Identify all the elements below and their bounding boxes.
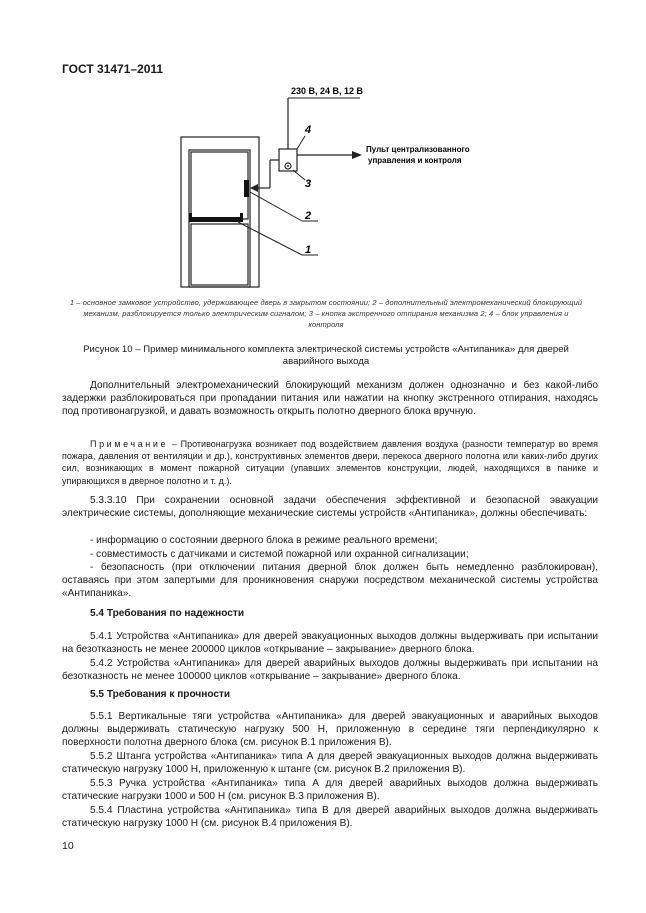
figure-title: Рисунок 10 – Пример минимального комплекта электрической системы устройств «Антипаника» для дверей аварийного выхода <box>83 344 569 367</box>
door-frame <box>181 137 259 287</box>
figure-legend: 1 – основное замковое устройство, удерживающее дверь в закрытом состоянии; 2 – дополнительный электромеханический блокирующий механизм, разблокируется только электрическим сигналом; 3 – кнопка экстренного отпирания механизма 2; 4 – блок управления и контроля <box>69 298 583 329</box>
paragraph-5-5-3: 5.5.3 Ручка устройства «Антипаника» типа А для дверей аварийных выходов должна выдерживать статические нагрузки 1000 и 500 Н (см. рисунок В.3 приложения В). <box>62 778 598 803</box>
document-header: ГОСТ 31471–2011 <box>62 62 164 76</box>
remote-label-line1: Пульт централизованного <box>366 145 470 154</box>
note-text: – Противонагрузка возникает под воздействием давления воздуха (разности температур во время пожара, давления от вентиляции и др.), конструктивных элементов двери, перекоса дверного полотна или каких-либо других сил, возникающих в момент пожарной ситуации (упавших элементов конструкции, людей, находящихся в панике и упирающихся в дверное полотно и т. д.). <box>62 439 598 486</box>
note-label: Примечание <box>90 439 169 449</box>
callout-4: 4 <box>305 124 312 136</box>
paragraph-5-5-4: 5.5.4 Пластина устройства «Антипаника» типа В для дверей аварийных выходов должна выдерживать статическую нагрузку 1000 Н (см. рисунок В.4 приложения В). <box>62 805 598 830</box>
section-heading-5-4: 5.4 Требования по надежности <box>90 608 245 619</box>
note <box>62 438 598 487</box>
remote-label-line2: управления и контроля <box>368 156 462 165</box>
list-item: - безопасность (при отключении питания дверной блок должен быть немедленно разблокирован), оставаясь при этом запертыми для проникновения снаружи посредством механической системы устройства «Антипаника». <box>62 562 598 600</box>
paragraph-5-4-1: 5.4.1 Устройства «Антипаника» для дверей эвакуационных выходов должны выдерживать при испытании на безотказность не менее 200000 циклов «открывание – закрывание» дверного блока. <box>62 631 598 656</box>
paragraph-5-3-3-10: 5.3.3.10 При сохранении основной задачи обеспечения эффективной и безопасной эвакуации электрические системы, дополняющие механические системы устройств «Антипаника», должны обеспечивать: <box>62 495 598 520</box>
page-number: 10 <box>62 840 74 852</box>
callout-3: 3 <box>305 178 312 190</box>
list-item: - совместимость с датчиками и системой пожарной или охранной сигнализации; <box>90 549 469 560</box>
list-item: - информацию о состоянии дверного блока в режиме реального времени; <box>90 535 438 546</box>
paragraph-5-5-1: 5.5.1 Вертикальные тяги устройства «Антипаника» для дверей эвакуационных и аварийных выходов должны выдерживать статическую нагрузку 500 Н, приложенную в середине тяги перпендикулярно к поверхности полотна дверного блока (см. рисунок В.1 приложения В). <box>62 711 598 749</box>
paragraph-5-5-2: 5.5.2 Штанга устройства «Антипаника» типа А для дверей эвакуационных выходов должна выдерживать статическую нагрузку 1000 Н, приложенную к штанге (см. рисунок В.2 приложения В). <box>62 751 598 776</box>
paragraph-5-4-2: 5.4.2 Устройства «Антипаника» для дверей аварийных выходов должны выдерживать при испытании на безотказность не менее 100000 циклов «открывание – закрывание» дверного блока. <box>62 658 598 683</box>
paragraph-lock-release: Дополнительный электромеханический блокирующий механизм должен однозначно и без какой-либо задержки разблокироваться при пропадании питания или нажатии на кнопку экстренного отпирания, находясь под противонагрузкой, и давать возможность открыть полотно дверного блока вручную. <box>62 380 598 418</box>
voltage-label: 230 В, 24 В, 12 В <box>291 86 364 96</box>
callout-2: 2 <box>305 210 312 222</box>
main-lock-bar <box>189 217 243 222</box>
electromechanical-lock <box>244 180 249 197</box>
section-heading-5-5: 5.5 Требования к прочности <box>90 689 231 700</box>
door-system-diagram <box>0 0 646 300</box>
control-unit <box>279 149 297 171</box>
callout-1: 1 <box>305 244 312 256</box>
